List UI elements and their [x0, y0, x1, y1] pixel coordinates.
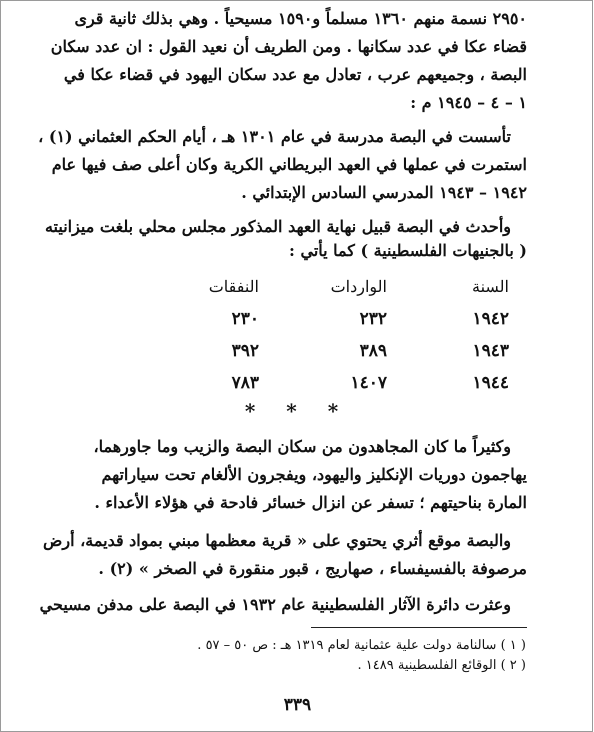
page-number: ٣٣٩: [283, 695, 312, 715]
body-line: وكثيراً ما كان المجاهدون من سكان البصة والزيب وما جاورهما،: [93, 437, 511, 456]
table-cell: ٢٣٢: [359, 309, 387, 329]
body-line: مرصوفة بالفسيفساء ، صهاريج ، قبور منقورة في الصخر » (٢) .: [98, 559, 527, 578]
table-header-revenue: الواردات: [330, 277, 387, 296]
footnote-1: ( ١ ) سالنامة دولت علية عثمانية لعام ١٣١٩ هـ : ص ٥٠ – ٥٧ .: [197, 638, 526, 653]
table-cell: ٧٨٣: [231, 373, 259, 393]
section-separator: * * *: [244, 399, 351, 423]
table-cell: ٢٣٠: [231, 309, 259, 329]
body-line: يهاجمون دوريات الإنكليز واليهود، ويفجرون الألغام تحت سياراتهم: [101, 465, 527, 484]
body-line: قضاء عكا في عدد سكانها . ومن الطريف أن نعيد القول : ان عدد سكان: [50, 37, 527, 56]
body-line: ( بالجنيهات الفلسطينية ) كما يأتي :: [289, 241, 527, 260]
body-line: ٢٩٥٠ نسمة منهم ١٣٦٠ مسلماً و١٥٩٠ مسيحياً . وهي بذلك ثانية قرى: [74, 9, 527, 28]
footnote-2: ( ٢ ) الوقائع الفلسطينية ١٤٨٩ .: [357, 658, 526, 673]
body-line: استمرت في عملها في العهد البريطاني الكرية وكان أعلى صف فيها عام: [51, 155, 527, 174]
table-header-year: السنة: [472, 277, 509, 296]
table-cell: ١٩٤٤: [472, 373, 509, 393]
table-header-expenses: النفقات: [208, 277, 259, 296]
body-line: البصة ، وجميعهم عرب ، تعادل مع عدد سكان اليهود في قضاء عكا في: [63, 65, 527, 84]
body-line: وأحدث في البصة قبيل نهاية العهد المذكور مجلس محلي بلغت ميزانيته: [44, 217, 511, 236]
body-line: ١٩٤٢ – ١٩٤٣ المدرسي السادس الإبتدائي .: [241, 183, 527, 202]
table-cell: ١٩٤٣: [472, 341, 509, 361]
body-line: والبصة موقع أثري يحتوي على « قرية معظمها مبني بمواد قديمة، أرض: [43, 531, 511, 550]
footnote-divider: [311, 627, 527, 628]
table-cell: ٣٨٩: [359, 341, 387, 361]
table-cell: ١٤٠٧: [350, 373, 387, 393]
table-cell: ٣٩٢: [231, 341, 259, 361]
body-line: ١ – ٤ – ١٩٤٥ م :: [410, 93, 527, 112]
body-line: وعثرت دائرة الآثار الفلسطينية عام ١٩٣٢ في البصة على مدفن مسيحي: [39, 595, 511, 614]
body-line: المارة بناحيتهم ؛ تسفر عن انزال خسائر فادحة في هؤلاء الأعداء .: [94, 493, 527, 512]
body-line: تأسست في البصة مدرسة في عام ١٣٠١ هـ ، أيام الحكم العثماني (١) ،: [38, 127, 511, 146]
table-cell: ١٩٤٢: [472, 309, 509, 329]
